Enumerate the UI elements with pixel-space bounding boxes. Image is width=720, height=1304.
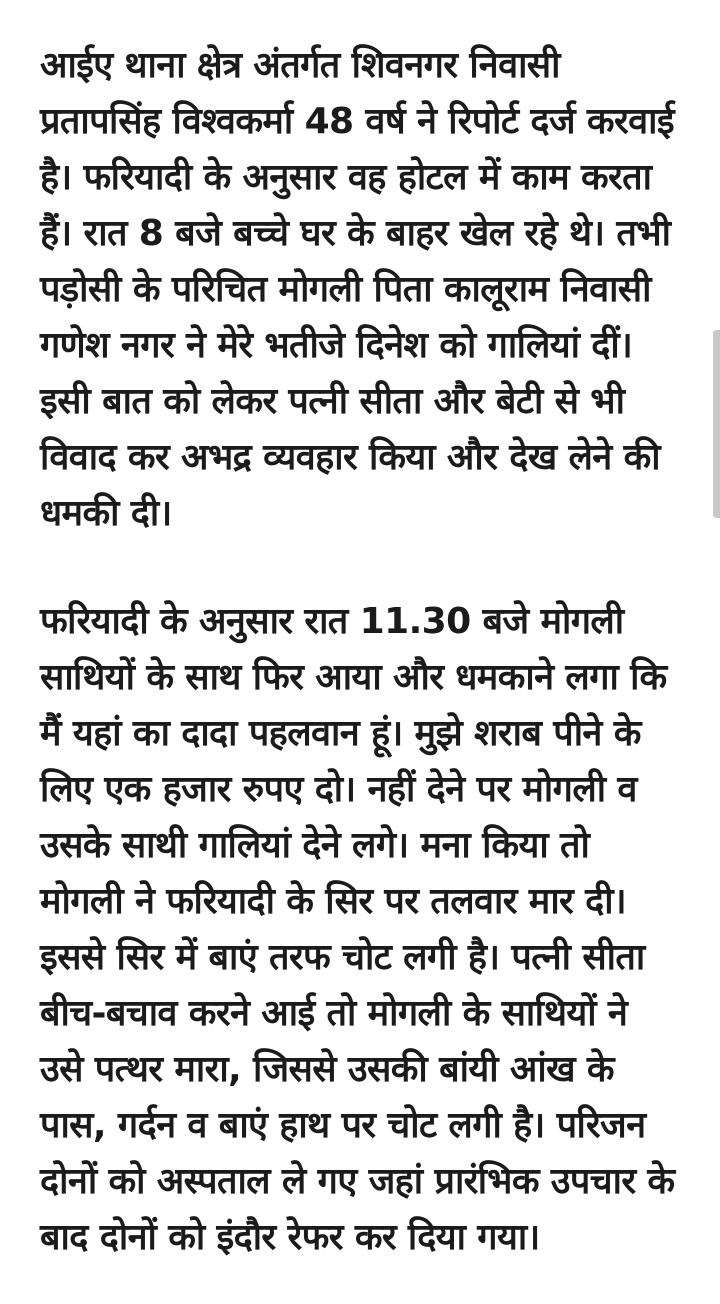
text-line: इसी बात को लेकर पत्नी सीता और बेटी से भी <box>40 381 625 422</box>
text-line: बीच-बचाव करने आई तो मोगली के साथियों ने <box>40 993 628 1034</box>
text-line: विवाद कर अभद्र व्यवहार किया और देख लेने की <box>40 437 660 478</box>
paragraph-spacer <box>40 542 690 594</box>
text-line: पड़ोसी के परिचित मोगली पिता कालूराम निवासी <box>40 269 651 310</box>
text-line: हैं। रात 8 बजे बच्चे घर के बाहर खेल रहे थे। तभी <box>40 213 671 254</box>
text-line: लिए एक हजार रुपए दो। नहीं देने पर मोगली व <box>40 769 637 810</box>
text-line: फरियादी के अनुसार रात 11.30 बजे मोगली <box>40 601 624 642</box>
text-line: उसे पत्थर मारा, जिससे उसकी बांयी आंख के <box>40 1049 614 1090</box>
text-line: इससे सिर में बाएं तरफ चोट लगी है। पत्नी सीता <box>40 937 645 978</box>
paragraph <box>40 38 690 542</box>
text-line: दोनों को अस्पताल ले गए जहां प्रारंभिक उपचार के <box>40 1161 675 1202</box>
text-line: प्रतापसिंह विश्वकर्मा 48 वर्ष ने रिपोर्ट दर्ज करवाई <box>40 101 674 142</box>
text-line: पास, गर्दन व बाएं हाथ पर चोट लगी है। परिजन <box>40 1105 646 1146</box>
text-line: है। फरियादी के अनुसार वह होटल में काम करता <box>40 157 652 198</box>
scrollbar-thumb[interactable] <box>713 330 720 518</box>
text-line: मैं यहां का दादा पहलवान हूं। मुझे शराब पीने के <box>40 713 641 754</box>
text-line: उसके साथी गालियां देने लगे। मना किया तो <box>40 825 590 866</box>
text-line: बाद दोनों को इंदौर रेफर कर दिया गया। <box>40 1217 540 1258</box>
text-line: मोगली ने फरियादी के सिर पर तलवार मार दी। <box>40 881 627 922</box>
article-body <box>40 38 690 1266</box>
text-line: साथियों के साथ फिर आया और धमकाने लगा कि <box>40 657 667 698</box>
text-line: आईए थाना क्षेत्र अंतर्गत शिवनगर निवासी <box>40 45 560 86</box>
text-line: गणेश नगर ने मेरे भतीजे दिनेश को गालियां दीं। <box>40 325 633 366</box>
paragraph <box>40 594 690 1266</box>
text-line: धमकी दी। <box>40 493 172 534</box>
